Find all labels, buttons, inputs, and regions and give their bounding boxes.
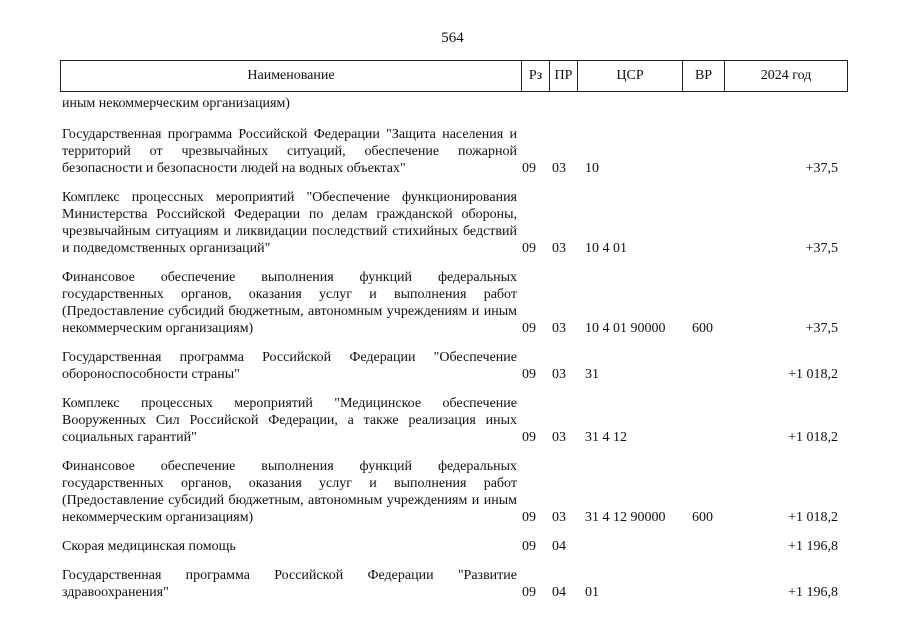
row-amount: +1 018,2 — [788, 367, 838, 382]
row-csr: 31 4 12 90000 — [585, 510, 666, 525]
continuation-text: иным некоммерческим организациям) — [62, 96, 290, 111]
row-pr: 03 — [552, 510, 566, 525]
row-name: Государственная программа Российской Федерации "Защита населения и территорий от чрезвычайных ситуаций, обеспечение пожарной безопасности и безопасности людей на водных объектах" — [62, 127, 517, 176]
row-name: Комплекс процессных мероприятий "Медицинское обеспечение Вооруженных Сил Российской Федерации, а также реализация иных социальных гарантий" — [62, 396, 517, 445]
row-rz: 09 — [522, 585, 536, 600]
row-amount: +1 018,2 — [788, 510, 838, 525]
row-rz: 09 — [522, 321, 536, 336]
row-name: Государственная программа Российской Федерации "Обеспечение обороноспособности страны" — [62, 350, 517, 382]
row-rz: 09 — [522, 430, 536, 445]
row-pr: 04 — [552, 539, 566, 554]
row-amount: +1 196,8 — [788, 585, 838, 600]
row-name: Государственная программа Российской Федерации "Развитие здравоохранения" — [62, 568, 517, 600]
row-csr: 10 — [585, 161, 599, 176]
row-vr: 600 — [692, 321, 713, 336]
header-year: 2024 год — [760, 68, 812, 83]
header-csr: ЦСР — [616, 68, 644, 83]
table-header — [60, 60, 848, 92]
row-amount: +37,5 — [805, 321, 838, 336]
row-amount: +37,5 — [805, 161, 838, 176]
row-pr: 03 — [552, 161, 566, 176]
header-vr: ВР — [694, 68, 713, 83]
header-pr: ПР — [554, 68, 573, 83]
row-csr: 31 4 12 — [585, 430, 627, 445]
row-pr: 04 — [552, 585, 566, 600]
row-pr: 03 — [552, 321, 566, 336]
row-name: Скорая медицинская помощь — [62, 539, 236, 554]
page-number: 564 — [441, 30, 464, 46]
row-rz: 09 — [522, 367, 536, 382]
row-amount: +37,5 — [805, 241, 838, 256]
row-amount: +1 196,8 — [788, 539, 838, 554]
row-rz: 09 — [522, 510, 536, 525]
row-rz: 09 — [522, 161, 536, 176]
row-pr: 03 — [552, 241, 566, 256]
row-vr: 600 — [692, 510, 713, 525]
row-pr: 03 — [552, 367, 566, 382]
header-name: Наименование — [247, 68, 335, 83]
row-name: Комплекс процессных мероприятий "Обеспечение функционирования Министерства Российской Федерации по делам гражданской обороны, чрезвычайным ситуациям и ликвидации последствий стихийных бедствий и подведомственных организаций" — [62, 190, 517, 256]
row-csr: 01 — [585, 585, 599, 600]
row-name: Финансовое обеспечение выполнения функций федеральных государственных органов, оказания услуг и выполнения работ (Предоставление субсидий бюджетным, автономным учреждениям и иным некоммерческим организациям) — [62, 459, 517, 525]
row-rz: 09 — [522, 241, 536, 256]
row-rz: 09 — [522, 539, 536, 554]
row-csr: 10 4 01 90000 — [585, 321, 666, 336]
row-name: Финансовое обеспечение выполнения функций федеральных государственных органов, оказания услуг и выполнения работ (Предоставление субсидий бюджетным, автономным учреждениям и иным некоммерческим организациям) — [62, 270, 517, 336]
header-rz: Рз — [528, 68, 543, 83]
row-pr: 03 — [552, 430, 566, 445]
row-amount: +1 018,2 — [788, 430, 838, 445]
row-csr: 31 — [585, 367, 599, 382]
row-csr: 10 4 01 — [585, 241, 627, 256]
